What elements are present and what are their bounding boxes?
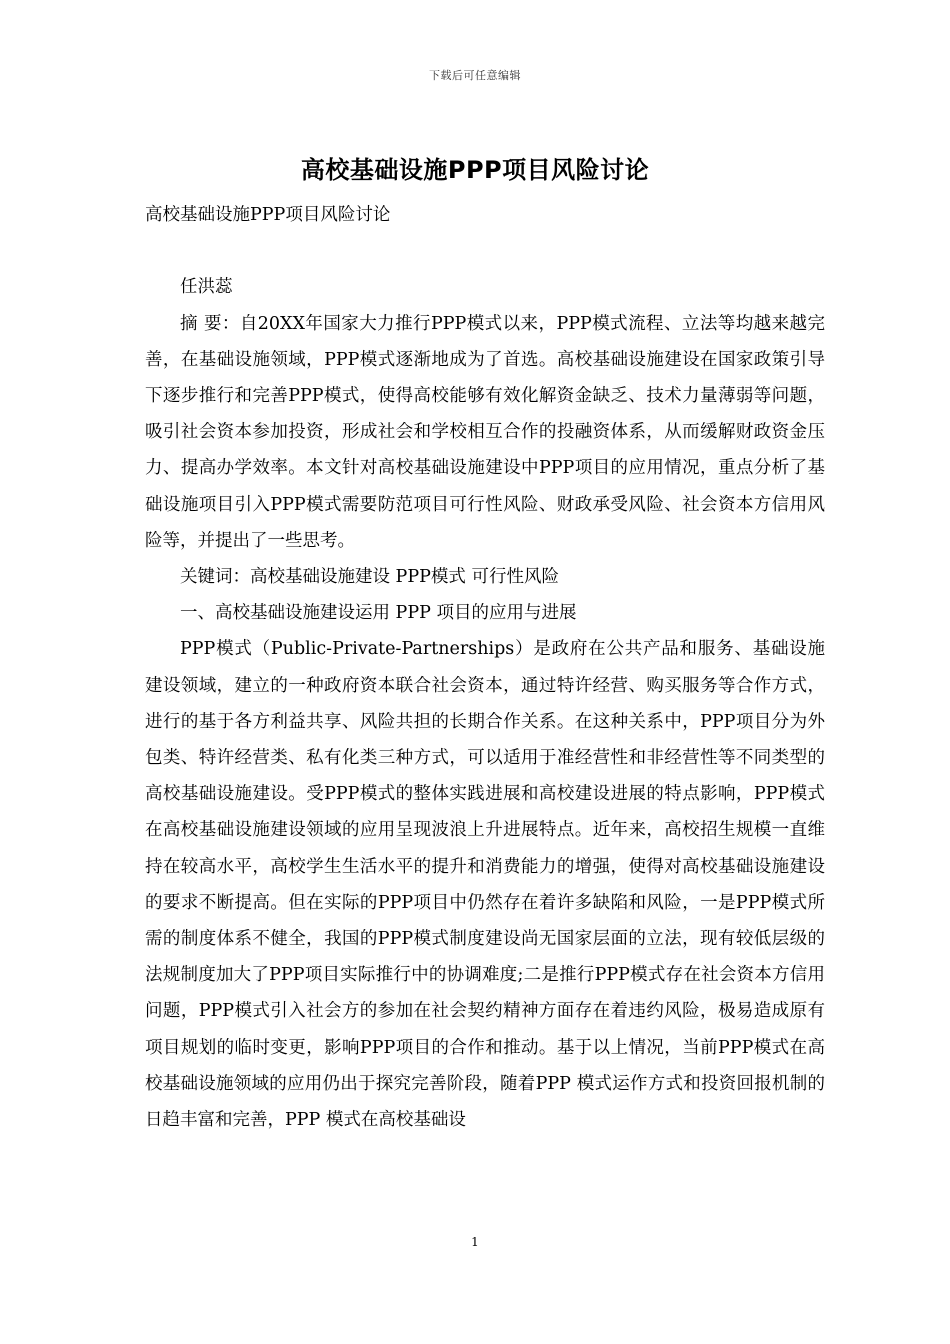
document-title: 高校基础设施PPP项目风险讨论 [300,156,650,184]
author: 任洪蕊 [180,277,233,298]
header-note: 下载后可任意编辑 [429,69,521,82]
section-heading: 一、高校基础设施建设运用 PPP 项目的应用与进展 [180,603,577,624]
document-body [145,197,825,1138]
subtitle: 高校基础设施PPP项目风险讨论 [145,205,391,225]
abstract-paragraph: 摘 要：自20XX年国家大力推行PPP模式以来，PPP模式流程、立法等均越来越完善，在基础设施领域，PPP模式逐渐地成为了首选。高校基础设施建设在国家政策引导下逐步推行和完善PPP模式，使得高校能够有效化解资金缺乏、技术力量薄弱等问题，吸引社会资本参加投资，形成社会和学校相互合作的投融资体系，从而缓解财政资金压力、提高办学效率。本文针对高校基础设施建设中PPP项目的应用情况，重点分析了基础设施项目引入PPP模式需要防范项目可行性风险、财政承受风险、社会资本方信用风险等，并提出了一些思考。 [145,313,825,551]
keywords: 关键词：高校基础设施建设 PPP模式 可行性风险 [180,567,559,588]
page-number: 1 [471,1235,479,1249]
body-paragraph: PPP模式（Public-Private-Partnerships）是政府在公共产品和服务、基础设施建设领域，建立的一种政府资本联合社会资本，通过特许经营、购买服务等合作方式，进行的基于各方利益共享、风险共担的长期合作关系。在这种关系中，PPP项目分为外包类、特许经营类、私有化类三种方式，可以适用于准经营性和非经营性等不同类型的高校基础设施建设。受PPP模式的整体实践进展和高校建设进展的特点影响，PPP模式在高校基础设施建设领域的应用呈现波浪上升进展特点。近年来，高校招生规模一直维持在较高水平，高校学生生活水平的提升和消费能力的增强，使得对高校基础设施建设的要求不断提高。但在实际的PPP项目中仍然存在着许多缺陷和风险，一是PPP模式所需的制度体系不健全，我国的PPP模式制度建设尚无国家层面的立法，现有较低层级的法规制度加大了PPP项目实际推行中的协调难度;二是推行PPP模式存在社会资本方信用问题，PPP模式引入社会方的参加在社会契约精神方面存在着违约风险，极易造成原有项目规划的临时变更，影响PPP项目的合作和推动。基于以上情况，当前PPP模式在高校基础设施领域的应用仍出于探究完善阶段，随着PPP 模式运作方式和投资回报机制的日趋丰富和完善，PPP 模式在高校基础设 [145,639,825,1131]
blank-line [145,233,825,269]
